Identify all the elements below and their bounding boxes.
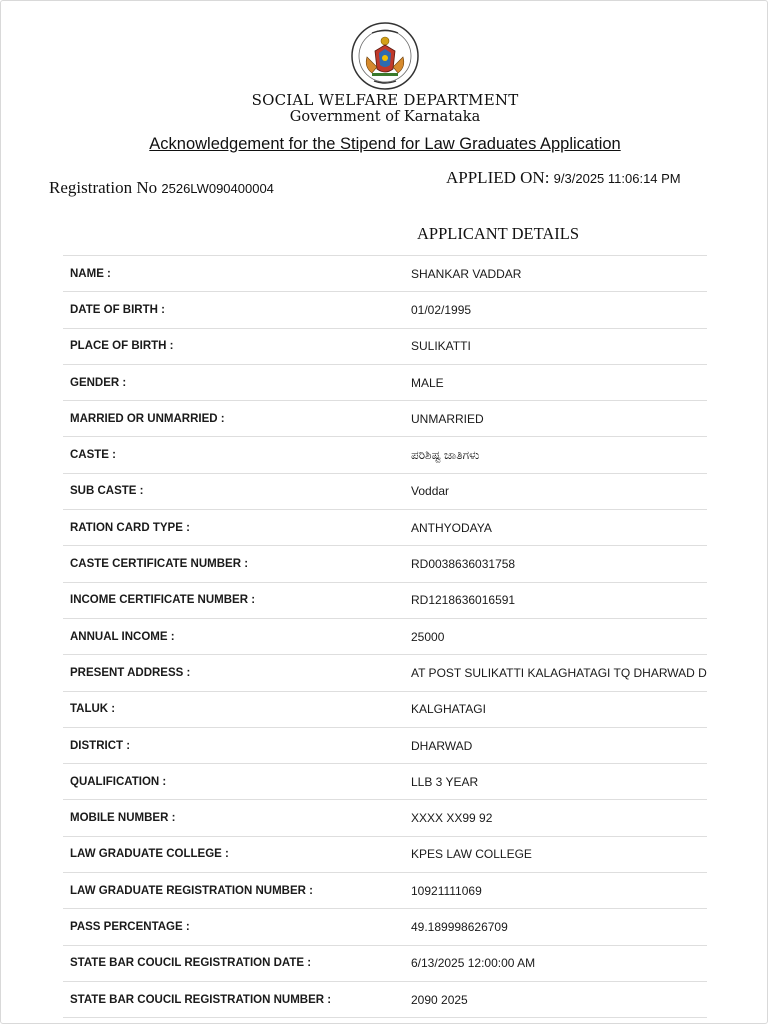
field-value: UNMARRIED <box>411 411 484 426</box>
table-row <box>63 401 707 437</box>
document-title: Acknowledgement for the Stipend for Law Graduates Application <box>149 135 621 153</box>
field-label: STATE BAR COUCIL REGISTRATION NUMBER : <box>70 993 332 1006</box>
table-row <box>63 837 707 873</box>
field-label: DATE OF BIRTH : <box>70 303 165 316</box>
field-value: KALGHATAGI <box>411 702 486 717</box>
field-label: DISTRICT : <box>70 739 131 752</box>
field-label: GENDER : <box>70 376 127 389</box>
field-label: PLACE OF BIRTH : <box>70 340 174 353</box>
field-label: CASTE CERTIFICATE NUMBER : <box>70 558 249 571</box>
field-label: TALUK : <box>70 703 116 716</box>
table-row <box>63 800 707 836</box>
table-row <box>63 764 707 800</box>
table-row <box>63 256 707 292</box>
registration-label: Registration No <box>49 178 158 197</box>
field-label: RATION CARD TYPE : <box>70 521 190 534</box>
field-label: MOBILE NUMBER : <box>70 812 176 825</box>
field-value: KPES LAW COLLEGE <box>411 847 532 862</box>
field-label: ANNUAL INCOME : <box>70 630 175 643</box>
applied-on-label: APPLIED ON: <box>446 168 550 187</box>
applied-on <box>446 168 681 188</box>
table-row <box>63 946 707 982</box>
field-value: 6/13/2025 12:00:00 AM <box>411 956 536 971</box>
table-row <box>63 474 707 510</box>
field-value: 01/02/1995 <box>411 302 472 317</box>
field-value: SHANKAR VADDAR <box>411 266 522 281</box>
field-label: NAME : <box>70 267 111 280</box>
table-row <box>63 982 707 1018</box>
table-row <box>63 546 707 582</box>
field-label: LAW GRADUATE COLLEGE : <box>70 848 229 861</box>
government-name: Government of Karnataka <box>289 109 481 125</box>
field-value: RD1218636016591 <box>411 593 516 608</box>
field-label: CASTE : <box>70 449 116 462</box>
table-row <box>63 728 707 764</box>
field-label: LAW GRADUATE REGISTRATION NUMBER : <box>70 884 313 897</box>
field-value: LLB 3 YEAR <box>411 774 479 789</box>
field-value: DHARWAD <box>411 738 473 753</box>
table-row <box>63 510 707 546</box>
field-value: XXXX XX99 92 <box>411 811 493 826</box>
field-value: SULIKATTI <box>411 339 471 354</box>
table-row <box>63 692 707 728</box>
field-value: 49.189998626709 <box>411 919 508 934</box>
table-row <box>63 329 707 365</box>
field-value: 10921111069 <box>411 883 482 898</box>
registration-number <box>49 178 274 198</box>
field-label: INCOME CERTIFICATE NUMBER : <box>70 594 256 607</box>
field-label: QUALIFICATION : <box>70 775 167 788</box>
field-label: STATE BAR COUCIL REGISTRATION DATE : <box>70 957 312 970</box>
table-row <box>63 619 707 655</box>
table-row <box>63 365 707 401</box>
field-value: AT POST SULIKATTI KALAGHATAGI TQ DHARWAD D <box>411 665 707 680</box>
table-row <box>63 437 707 473</box>
karnataka-emblem-icon <box>350 21 420 91</box>
table-row <box>63 583 707 619</box>
field-label: MARRIED OR UNMARRIED : <box>70 412 225 425</box>
section-title: APPLICANT DETAILS <box>417 224 580 243</box>
field-value: Voddar <box>411 484 450 499</box>
applied-on-value: 9/3/2025 11:06:14 PM <box>553 171 681 186</box>
field-value: RD0038636031758 <box>411 557 516 572</box>
department-name: SOCIAL WELFARE DEPARTMENT <box>251 91 519 109</box>
field-value: MALE <box>411 375 444 390</box>
field-value: 2090 2025 <box>411 992 468 1007</box>
table-row <box>63 873 707 909</box>
field-label: PRESENT ADDRESS : <box>70 666 191 679</box>
field-value: ANTHYODAYA <box>411 520 492 535</box>
table-row <box>63 655 707 691</box>
table-row <box>63 292 707 328</box>
field-value: ಪರಿಶಿಷ್ಟ ಜಾತಿಗಳು <box>411 447 480 462</box>
field-label: PASS PERCENTAGE : <box>70 920 190 933</box>
applicant-details-table <box>63 255 707 1018</box>
table-row <box>63 909 707 945</box>
field-label: SUB CASTE : <box>70 485 144 498</box>
field-value: 25000 <box>411 629 445 644</box>
registration-value: 2526LW090400004 <box>161 181 274 196</box>
